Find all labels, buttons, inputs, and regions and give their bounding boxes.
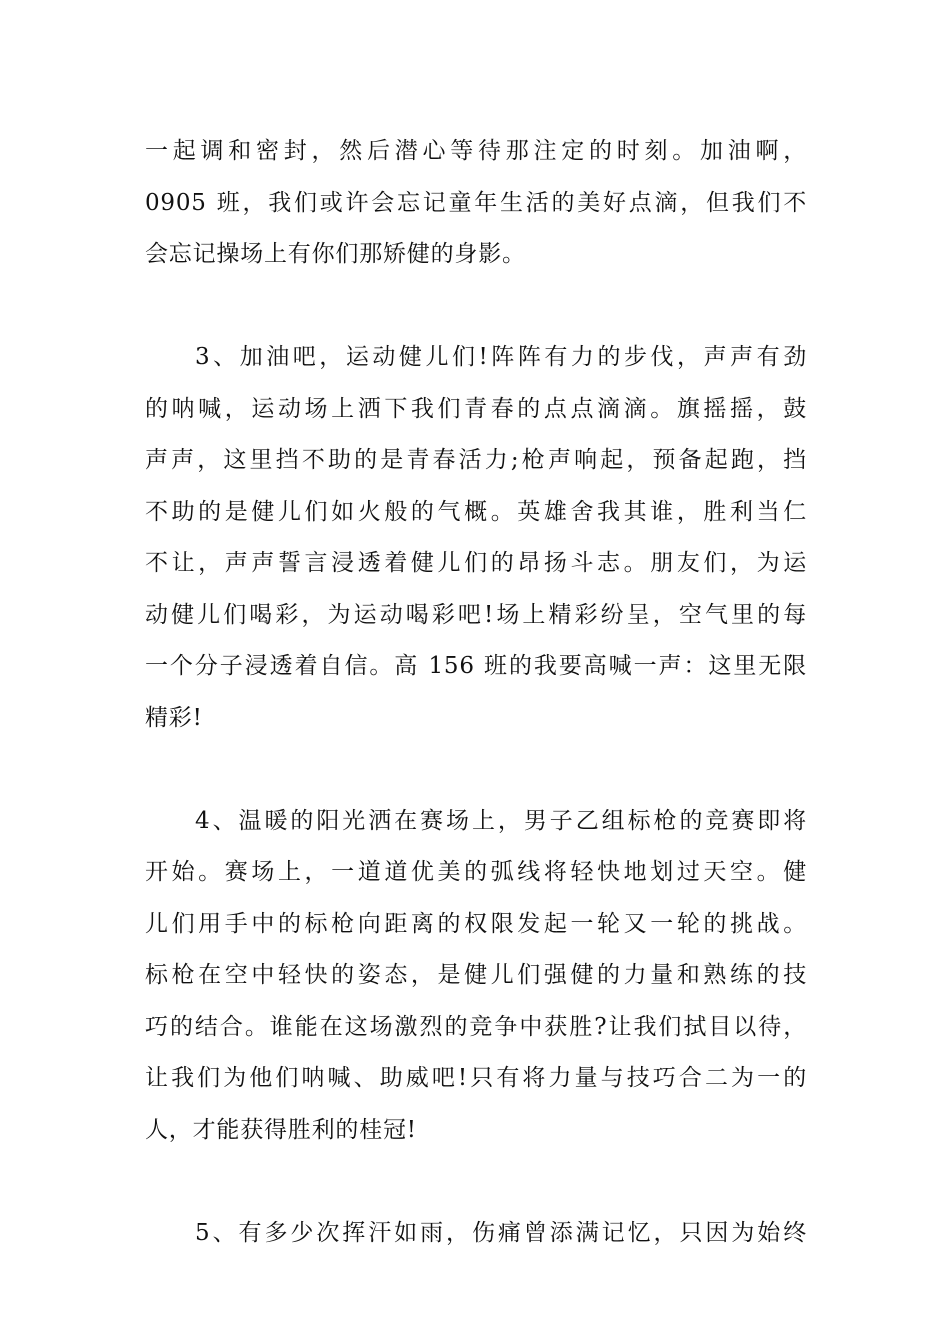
paragraph-continuation — [145, 126, 807, 281]
text-line: 不助的是健儿们如火般的气概。英雄舍我其谁，胜利当仁 — [145, 498, 807, 525]
text-line: 动健儿们喝彩，为运动喝彩吧!场上精彩纷呈，空气里的每 — [145, 601, 807, 628]
text-line: 标枪在空中轻快的姿态，是健儿们强健的力量和熟练的技 — [145, 962, 807, 988]
text-line: 5、有多少次挥汗如雨，伤痛曾添满记忆，只因为始终 — [195, 1219, 807, 1246]
text-line: 精彩! — [145, 704, 203, 731]
paragraph-item-3 — [145, 332, 807, 744]
document-body — [145, 126, 807, 1311]
text-line: 4、温暖的阳光洒在赛场上，男子乙组标枪的竞赛即将 — [195, 807, 807, 834]
text-line: 儿们用手中的标枪向距离的权限发起一轮又一轮的挑战。 — [145, 910, 807, 937]
text-line: 会忘记操场上有你们那矫健的身影。 — [145, 241, 526, 267]
text-line: 不让，声声誓言浸透着健儿们的昂扬斗志。朋友们，为运 — [145, 550, 807, 576]
text-line: 0905 班，我们或许会忘记童年生活的美好点滴，但我们不 — [145, 189, 807, 216]
text-line: 声声，这里挡不助的是青春活力;枪声响起，预备起跑，挡 — [145, 447, 807, 473]
paragraph-item-4 — [145, 796, 807, 1157]
paragraph-item-5 — [145, 1208, 807, 1260]
text-line: 一个分子浸透着自信。高 156 班的我要高喊一声：这里无限 — [145, 653, 807, 679]
text-line: 一起调和密封，然后潜心等待那注定的时刻。加油啊， — [145, 138, 807, 164]
text-line: 巧的结合。谁能在这场激烈的竞争中获胜?让我们拭目以待， — [145, 1013, 807, 1040]
text-line: 让我们为他们呐喊、助威吧!只有将力量与技巧合二为一的 — [145, 1065, 807, 1091]
text-line: 的呐喊，运动场上洒下我们青春的点点滴滴。旗摇摇，鼓 — [145, 395, 807, 422]
text-line: 人，才能获得胜利的桂冠! — [145, 1116, 417, 1143]
text-line: 3、加油吧，运动健儿们!阵阵有力的步伐，声声有劲 — [195, 344, 807, 370]
text-line: 开始。赛场上，一道道优美的弧线将轻快地划过天空。健 — [145, 859, 807, 885]
